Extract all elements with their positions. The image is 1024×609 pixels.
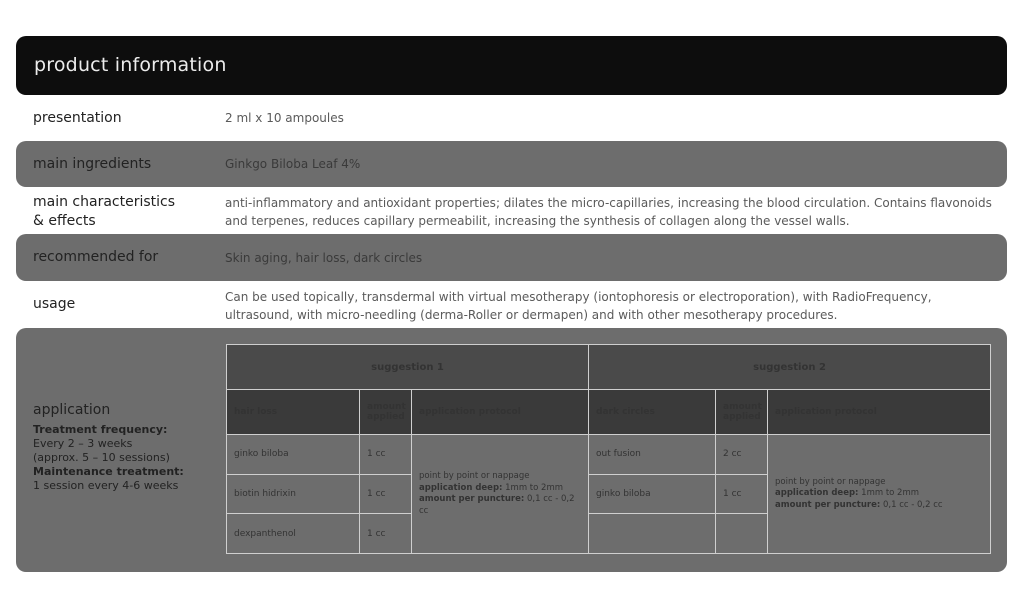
row-label-line: main characteristics	[33, 194, 176, 210]
row-label: presentation	[33, 110, 122, 126]
row-label-line: & effects	[33, 213, 96, 229]
ingredient-cell: ginko biloba	[227, 435, 360, 475]
amount-cell: 1 cc	[360, 514, 412, 554]
protocol-puncture-value: 0,1 cc - 0,2 cc	[882, 499, 943, 510]
protocol-deep-label: application deep:	[419, 482, 503, 493]
row-recommended-for	[16, 234, 1007, 281]
protocol-deep-value: 1mm to 2mm	[861, 488, 920, 499]
suggestion-2-title: suggestion 2	[589, 345, 991, 390]
column-header-line: amount	[723, 402, 762, 412]
protocol-method: point by point or nappage	[775, 476, 886, 487]
treatment-frequency-note: (approx. 5 – 10 sessions)	[33, 451, 170, 464]
column-header: hair loss	[227, 390, 360, 435]
row-value: Skin aging, hair loss, dark circles	[225, 251, 423, 265]
column-header	[360, 390, 412, 435]
row-presentation	[16, 100, 1007, 138]
protocol-method: point by point or nappage	[419, 471, 530, 481]
protocol-deep-value: 1mm to 2mm	[505, 482, 564, 493]
column-header: application protocol	[768, 390, 991, 435]
column-header: dark circles	[589, 390, 716, 435]
amount-cell: 1 cc	[360, 474, 412, 514]
page-title: product information	[34, 54, 227, 76]
protocol-puncture-label: amount per puncture:	[419, 494, 525, 504]
ingredient-cell: ginko biloba	[589, 474, 716, 514]
treatment-frequency-label: Treatment frequency:	[33, 423, 168, 436]
amount-cell	[716, 514, 768, 554]
amount-cell: 2 cc	[716, 435, 768, 475]
row-application	[16, 328, 1007, 572]
ingredient-cell: out fusion	[589, 435, 716, 475]
suggestion-title-row	[227, 345, 991, 390]
maintenance-value: 1 session every 4-6 weeks	[33, 479, 179, 492]
maintenance-label: Maintenance treatment:	[33, 465, 184, 478]
row-usage	[16, 284, 1007, 326]
row-label: recommended for	[33, 249, 159, 265]
column-header	[716, 390, 768, 435]
amount-cell: 1 cc	[716, 474, 768, 514]
row-label	[33, 193, 175, 231]
ingredient-cell: dexpanthenol	[227, 514, 360, 554]
protocol-puncture-label: amount per puncture:	[775, 499, 881, 510]
application-info	[33, 402, 223, 493]
column-header-line: amount	[367, 402, 406, 412]
protocol-puncture-value: 0,1 cc - 0,2 cc	[419, 494, 575, 516]
column-header-row	[227, 390, 991, 435]
ingredient-cell	[589, 514, 716, 554]
suggestions-table	[226, 344, 991, 554]
amount-cell: 1 cc	[360, 435, 412, 475]
treatment-frequency	[33, 423, 223, 493]
row-value: Can be used topically, transdermal with virtual mesotherapy (iontophoresis or electroporation), with RadioFrequency, ultrasound, with micro-needling (derma-Roller or dermapen) and with other mesotherapy procedures.	[225, 290, 932, 322]
row-main-ingredients	[16, 141, 1007, 187]
column-header-line: applied	[367, 412, 405, 422]
row-value: Ginkgo Biloba Leaf 4%	[225, 157, 361, 171]
row-main-characteristics	[16, 190, 1007, 232]
ingredient-cell: biotin hidrixin	[227, 474, 360, 514]
product-info-header	[16, 36, 1007, 95]
row-value: anti-inflammatory and antioxidant properties; dilates the micro-capillaries, increasing the blood circulation. Contains flavonoids and terpenes, reduces capillary permeabilit, increasing the synthesis of collagen along the vessel walls.	[225, 196, 992, 228]
application-label: application	[33, 402, 111, 418]
treatment-frequency-value: Every 2 – 3 weeks	[33, 437, 133, 450]
protocol-cell	[412, 435, 589, 554]
row-label: usage	[33, 296, 76, 312]
suggestion-1-title: suggestion 1	[227, 345, 589, 390]
row-value: 2 ml x 10 ampoules	[225, 111, 344, 125]
table-row	[227, 435, 991, 475]
column-header: application protocol	[412, 390, 589, 435]
protocol-cell	[768, 435, 991, 554]
row-label: main ingredients	[33, 156, 152, 172]
column-header-line: applied	[723, 412, 761, 422]
protocol-deep-label: application deep:	[775, 488, 859, 499]
